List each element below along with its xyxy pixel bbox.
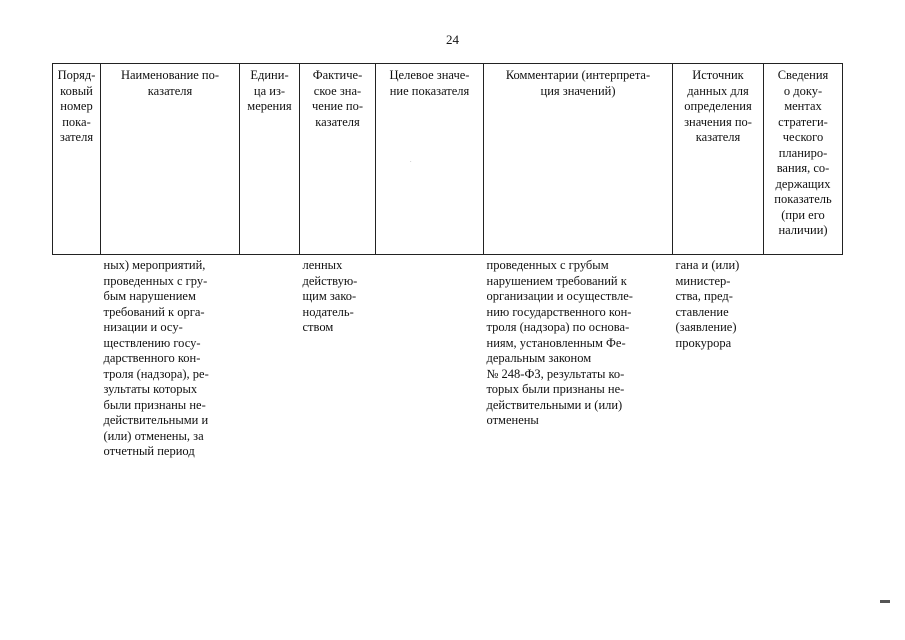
header-line: Наименование по- bbox=[120, 68, 220, 82]
cell-target-value bbox=[376, 255, 484, 460]
header-line: Фактиче- bbox=[312, 68, 363, 82]
cell-line: организации и осуществле- bbox=[486, 289, 633, 303]
scan-speck: ▬ bbox=[880, 595, 890, 606]
header-line: значения по- bbox=[684, 114, 752, 129]
cell-line: ством bbox=[302, 320, 334, 334]
header-line: ческого bbox=[782, 130, 824, 144]
header-line: определения bbox=[684, 99, 752, 113]
cell-line: нарушением требований к bbox=[486, 273, 627, 288]
header-line: ция значений) bbox=[540, 83, 616, 98]
cell-line: требований к орга- bbox=[103, 304, 205, 319]
header-line: номер bbox=[60, 99, 93, 113]
table-row bbox=[53, 255, 843, 460]
indicator-table bbox=[52, 63, 843, 460]
header-line: ское зна- bbox=[313, 83, 362, 98]
header-line: показатель bbox=[774, 192, 832, 206]
header-line: Комментарии (интерпрета- bbox=[505, 68, 651, 82]
header-target-value bbox=[376, 64, 484, 255]
cell-line: действительными и (или) bbox=[486, 397, 623, 412]
cell-unit bbox=[240, 255, 300, 460]
header-indicator-name bbox=[101, 64, 240, 255]
header-line: Едини- bbox=[250, 68, 289, 82]
cell-line: ществлению госу- bbox=[103, 335, 201, 350]
header-line: планиро- bbox=[778, 145, 828, 160]
header-line: казателя bbox=[147, 83, 193, 98]
cell-line: были признаны не- bbox=[103, 397, 206, 412]
header-line: ментах bbox=[784, 99, 822, 113]
cell-serial-number bbox=[53, 255, 101, 460]
header-line: казателя bbox=[695, 130, 741, 144]
header-line: (при его bbox=[781, 207, 825, 222]
cell-line: ниям, установленным Фе- bbox=[486, 335, 626, 350]
cell-strategic-docs bbox=[764, 255, 843, 460]
header-data-source bbox=[673, 64, 764, 255]
scan-speck: · bbox=[410, 160, 412, 165]
cell-line: № 248-ФЗ, результаты ко- bbox=[486, 366, 625, 381]
cell-line: ставление bbox=[675, 304, 729, 319]
cell-line: проведенных с грубым bbox=[486, 258, 609, 272]
header-line: о доку- bbox=[783, 83, 823, 98]
cell-line: нодатель- bbox=[302, 304, 354, 319]
cell-line: (или) отменены, за bbox=[103, 428, 204, 443]
table-header-row bbox=[53, 64, 843, 255]
cell-line: ленных bbox=[302, 258, 343, 272]
header-line: держащих bbox=[775, 176, 831, 191]
header-line: данных для bbox=[687, 83, 749, 98]
page-number: 24 bbox=[446, 32, 459, 47]
header-line: пока- bbox=[62, 114, 91, 129]
cell-line: щим зако- bbox=[302, 289, 357, 303]
header-unit bbox=[240, 64, 300, 255]
header-line: чение по- bbox=[312, 99, 363, 113]
header-line: ние показателя bbox=[389, 83, 470, 98]
cell-data-source bbox=[673, 255, 764, 460]
cell-line: действительными и bbox=[103, 413, 209, 427]
cell-line: дарственного кон- bbox=[103, 351, 201, 365]
header-line: Поряд- bbox=[57, 68, 96, 82]
cell-line: ных) мероприятий, bbox=[103, 258, 206, 272]
cell-line: проведенных с гру- bbox=[103, 273, 208, 288]
cell-line: троля (надзора), ре- bbox=[103, 366, 209, 381]
cell-line: троля (надзора) по основа- bbox=[486, 320, 630, 334]
header-strategic-docs bbox=[764, 64, 843, 255]
header-line: наличии) bbox=[778, 223, 828, 237]
header-line: ковый bbox=[60, 83, 93, 98]
cell-indicator-name bbox=[101, 255, 240, 460]
cell-line: зультаты которых bbox=[103, 382, 198, 396]
header-line: мерения bbox=[247, 99, 292, 113]
cell-line: нию государственного кон- bbox=[486, 304, 632, 319]
cell-line: отменены bbox=[486, 413, 539, 427]
cell-line: прокурора bbox=[675, 335, 732, 350]
header-line: зателя bbox=[59, 130, 94, 144]
cell-actual-value bbox=[300, 255, 376, 460]
cell-line: торых были признаны не- bbox=[486, 382, 625, 396]
cell-line: отчетный период bbox=[103, 444, 195, 458]
header-line: ца из- bbox=[253, 83, 286, 98]
cell-line: ства, пред- bbox=[675, 289, 733, 303]
cell-line: деральным законом bbox=[486, 351, 592, 365]
cell-comments bbox=[484, 255, 673, 460]
cell-line: низации и осу- bbox=[103, 320, 183, 334]
header-comments bbox=[484, 64, 673, 255]
cell-line: (заявление) bbox=[675, 320, 737, 334]
cell-line: действую- bbox=[302, 273, 358, 288]
header-actual-value bbox=[300, 64, 376, 255]
header-serial-number bbox=[53, 64, 101, 255]
header-line: Целевое значе- bbox=[389, 68, 470, 82]
cell-line: гана и (или) bbox=[675, 258, 740, 272]
cell-line: министер- bbox=[675, 273, 731, 288]
header-line: вания, со- bbox=[776, 161, 830, 175]
header-line: Сведения bbox=[777, 68, 829, 82]
header-line: стратеги- bbox=[778, 114, 828, 129]
cell-line: бым нарушением bbox=[103, 289, 196, 303]
header-line: Источник bbox=[692, 68, 744, 82]
header-line: казателя bbox=[315, 114, 360, 129]
